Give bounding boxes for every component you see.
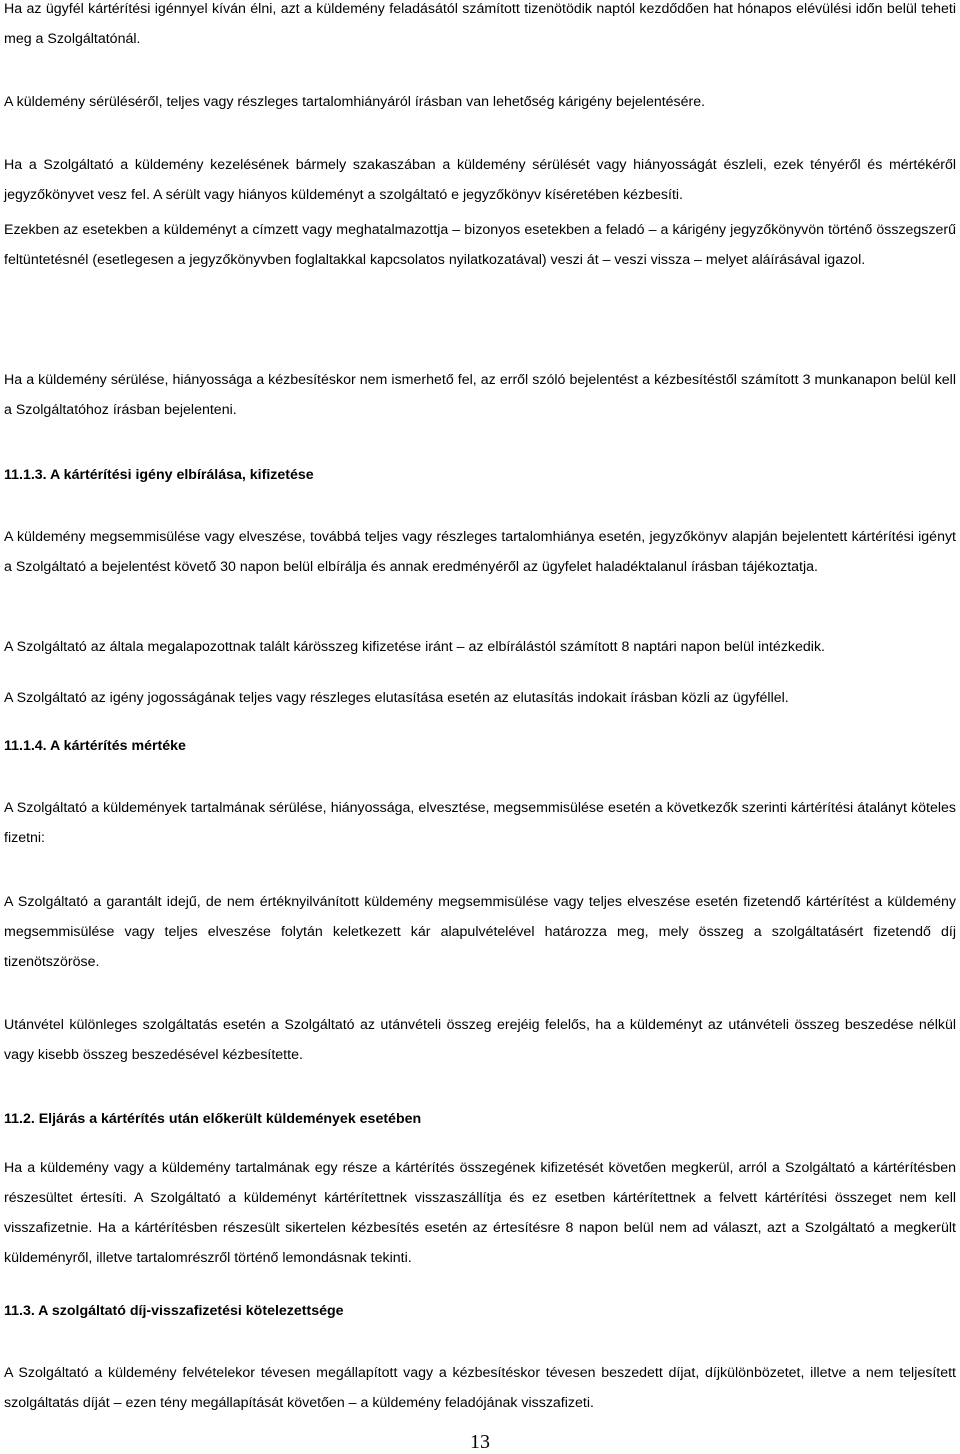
- paragraph-guaranteed-time: A Szolgáltató a garantált idejű, de nem értéknyilvánított küldemény megsemmisülése vagy teljes elveszése esetén fizetendő kártérítést a küldemény megsemmisülése vagy teljes elveszése folytán keletkezett kár alapulvételével határozza meg, mely összeg a szolgáltatásért fizetendő díj tizenötszöröse.: [4, 894, 956, 970]
- paragraph-recovered-procedure: Ha a küldemény vagy a küldemény tartalmának egy része a kártérítés összegének kifizetését követően megkerül, arról a Szolgáltató a kártérítésben részesültet értesíti. A Szolgáltató a küldeményt kártérítettnek visszaszállítja és ez esetben kártérítettnek a felvett kártérítési összeget nem kell visszafizetnie. Ha a kártérítésben részesült sikertelen kézbesítés esetén az értesítésre 8 napon belül nem ad választ, azt a Szolgáltató a megkerült küldeményről, illetve tartalomrészről történő lemondásnak tekinti.: [4, 1160, 956, 1266]
- page-number: 13: [470, 1431, 490, 1453]
- paragraph-cash-on-delivery: Utánvétel különleges szolgáltatás esetén a Szolgáltató az utánvételi összeg erejéig felelős, ha a küldeményt az utánvételi összeg beszedése nélkül vagy kisebb összeg beszedésével kézbesítette.: [4, 1017, 956, 1063]
- paragraph-provider-record: Ha a Szolgáltató a küldemény kezelésének bármely szakaszában a küldemény sérülését vagy hiányosságát észleli, ezek tényéről és mértékéről jegyzőkönyvet vesz fel. A sérült vagy hiányos küldeményt a szolgáltató e jegyzőkönyv kíséretében kézbesíti.: [4, 157, 956, 203]
- heading-recovered-items: 11.2. Eljárás a kártérítés után előkerült küldemények esetében: [4, 1111, 422, 1127]
- heading-fee-refund: 11.3. A szolgáltató díj-visszafizetési kötelezettsége: [4, 1303, 344, 1319]
- heading-claim-assessment: 11.1.3. A kártérítési igény elbírálása, kifizetése: [4, 467, 314, 483]
- paragraph-damage-report: A küldemény sérüléséről, teljes vagy részleges tartalomhiányáról írásban van lehetőség kárigény bejelentésére.: [4, 94, 706, 110]
- paragraph-claim-deadline: Ha az ügyfél kártérítési igénnyel kíván élni, azt a küldemény feladásától számított tizenötödik naptól kezdődően hat hónapos elévülési időn belül teheti meg a Szolgáltatónál.: [4, 1, 956, 47]
- paragraph-assessment-30-days: A küldemény megsemmisülése vagy elveszése, továbbá teljes vagy részleges tartalomhiánya esetén, jegyzőkönyv alapján bejelentett kártérítési igényt a Szolgáltató a bejelentést követő 30 napon belül elbírálja és annak eredményéről az ügyfelet haladéktalanul írásban tájékoztatja.: [4, 529, 956, 575]
- paragraph-hidden-damage: Ha a küldemény sérülése, hiányossága a kézbesítéskor nem ismerhető fel, az erről szóló bejelentést a kézbesítéstől számított 3 munkanapon belül kell a Szolgáltatóhoz írásban bejelenteni.: [4, 372, 956, 418]
- paragraph-fee-refund: A Szolgáltató a küldemény felvételekor tévesen megállapított vagy a kézbesítéskor tévesen beszedett díjat, díjkülönbözetet, illetve a nem teljesített szolgáltatás díját – ezen tény megállapítását követően – a küldemény feladójának visszafizeti.: [4, 1365, 956, 1411]
- paragraph-rejection: A Szolgáltató az igény jogosságának teljes vagy részleges elutasítása esetén az elutasítás indokait írásban közli az ügyféllel.: [4, 690, 789, 706]
- paragraph-payment-8-days: A Szolgáltató az általa megalapozottnak talált kárösszeg kifizetése iránt – az elbírálástól számított 8 naptári napon belül intézkedik.: [4, 639, 825, 655]
- paragraph-flat-rate: A Szolgáltató a küldemények tartalmának sérülése, hiányossága, elvesztése, megsemmisülése esetén a következők szerinti kártérítési átalányt köteles fizetni:: [4, 800, 956, 846]
- heading-compensation-amount: 11.1.4. A kártérítés mértéke: [4, 738, 186, 754]
- paragraph-recipient-acceptance: Ezekben az esetekben a küldeményt a címzett vagy meghatalmazottja – bizonyos esetekben a feladó – a kárigény jegyzőkönyvön történő összegszerű feltüntetésnél (esetlegesen a jegyzőkönyvben foglaltakkal kapcsolatos nyilatkozatával) veszi át – veszi vissza – melyet aláírásával igazol.: [4, 222, 956, 268]
